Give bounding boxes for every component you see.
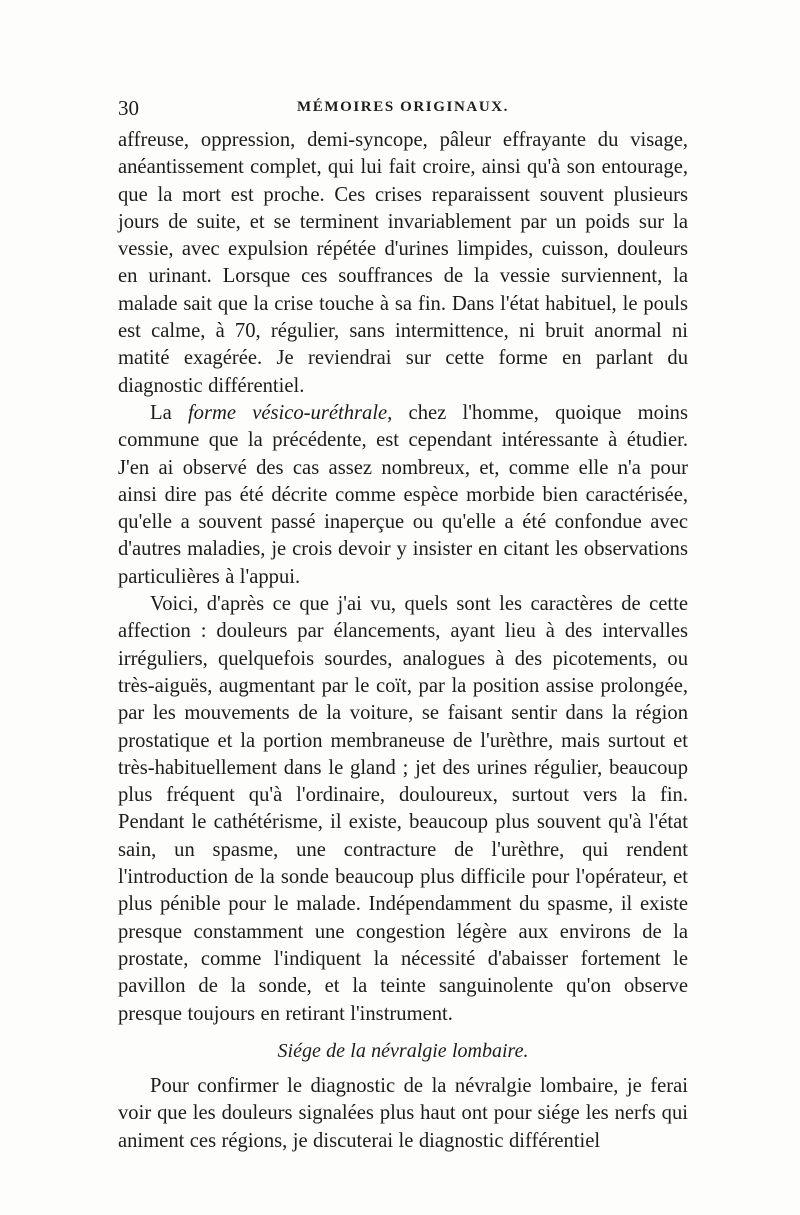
running-head: MÉMOIRES ORIGINAUX. <box>296 99 510 115</box>
paragraph-2-start: La <box>150 401 188 424</box>
paragraph-2-emphasis: forme vésico-uréthrale, <box>187 401 393 424</box>
paragraph-2-rest: chez l'homme, quoique moins commune que la précédente, est cependant intéressante à étudier. J'en ai observé des cas assez nombreux, et, comme elle n'a pour ainsi dire pas été décrite comme espèce morbide bien caractérisée, qu'elle a souvent passé inaperçue ou qu'elle a été confondue avec d'autres maladies, je crois devoir y insister en citant les observations particulières à l'appui. <box>118 401 688 588</box>
paragraph-2 <box>118 400 688 591</box>
page-header <box>118 96 688 126</box>
paragraph-1: affreuse, oppression, demi-syncope, pâleur effrayante du visage, anéantissement complet, qui lui fait croire, ainsi qu'à son entourage, que la mort est proche. Ces crises reparaissent souvent plusieurs jours de suite, et se terminent invariablement par un poids sur la vessie, avec expulsion répétée d'urines limpides, cuisson, douleurs en urinant. Lorsque ces souffrances de la vessie surviennent, la malade sait que la crise touche à sa fin. Dans l'état habituel, le pouls est calme, à 70, régulier, sans intermittence, ni bruit anormal ni matité exagérée. Je reviendrai sur cette forme en parlant du diagnostic différentiel. <box>118 129 688 397</box>
page-number: 30 <box>118 96 139 120</box>
section-heading: Siége de la névralgie lombaire. <box>277 1039 529 1062</box>
paragraph-3: Voici, d'après ce que j'ai vu, quels sont les caractères de cette affection : douleurs par élancements, ayant lieu à des intervalles irréguliers, quelquefois sourdes, analogues à des picotements, ou très-aiguës, augmentant par le coït, par la position assise prolongée, par les mouvements de la voiture, se faisant sentir dans la région prostatique et la portion membraneuse de l'urèthre, mais surtout et très-habituellement dans le gland ; jet des urines régulier, beaucoup plus fréquent qu'à l'ordinaire, douloureux, surtout vers la fin. Pendant le cathétérisme, il existe, beaucoup plus souvent qu'à l'état sain, un spasme, une contracture de l'urèthre, qui rendent l'introduction de la sonde beaucoup plus difficile pour l'opérateur, et plus pénible pour le malade. Indépendamment du spasme, il existe presque constamment une congestion légère aux environs de la prostate, comme l'indiquent la nécessité d'abaisser fortement le pavillon de la sonde, et la teinte sanguinolente qu'on observe presque toujours en retirant l'instrument. <box>118 593 688 1025</box>
body-text <box>118 127 688 1155</box>
paragraph-4: Pour confirmer le diagnostic de la névralgie lombaire, je ferai voir que les douleurs signalées plus haut ont pour siége les nerfs qui animent ces régions, je discuterai le diagnostic différentiel <box>118 1075 688 1152</box>
